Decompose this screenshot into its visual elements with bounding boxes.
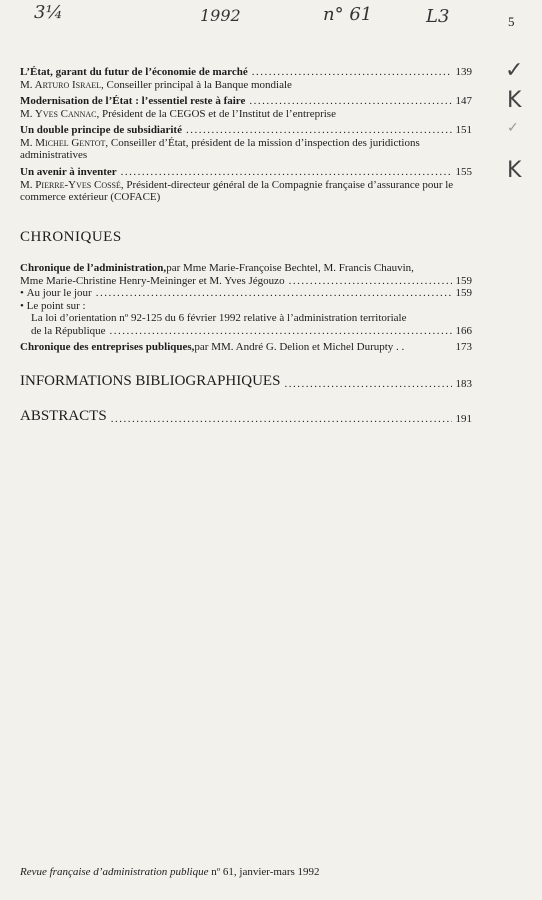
section-page: 183	[455, 378, 472, 390]
handwritten-check: ✓	[505, 58, 524, 83]
bullet-icon: •	[20, 299, 27, 312]
chronique-page: 173	[455, 341, 472, 353]
author-name: M. Arturo Israel	[20, 78, 101, 91]
entry-title: Un double principe de subsidiarité	[20, 124, 182, 136]
bullet-subtext: de la République	[31, 324, 106, 337]
entry-title: L’État, garant du futur de l’économie de marché	[20, 66, 248, 78]
entry-page: 139	[455, 66, 472, 78]
journal-name: Revue française d’administration publique	[20, 866, 209, 878]
handwritten-issue: n° 61	[323, 4, 373, 25]
toc-entry	[20, 66, 472, 91]
chronique-title: Chronique des entreprises publiques,	[20, 341, 195, 353]
dot-leader	[252, 66, 452, 79]
bullet-text: Le point sur :	[26, 299, 86, 312]
entry-title: Modernisation de l’État : l’essentiel reste à faire	[20, 95, 246, 107]
author-name: M. Michel Gentot	[20, 136, 106, 149]
handwritten-check: K	[507, 158, 522, 183]
dot-leader	[284, 378, 451, 390]
section-informations	[20, 373, 472, 390]
page-number: 5	[508, 14, 515, 29]
bullet-page: 166	[455, 324, 472, 337]
section-heading-chroniques: CHRONIQUES	[20, 229, 122, 245]
author-role: , Conseiller d’État, président de la mission d’inspection des juridictions administratives	[20, 136, 420, 161]
entry-page: 147	[455, 95, 472, 107]
author-role: , Conseiller principal à la Banque mondiale	[101, 78, 292, 91]
chronique-administration	[20, 262, 472, 337]
author-role: , Président-directeur général de la Compagnie française d’assurance pour le commerce extérieur (COFACE)	[20, 178, 454, 203]
chronique-authors-line2: Mme Marie-Christine Henry-Meininger et M. Yves Jégouzo	[20, 274, 285, 287]
section-abstracts	[20, 408, 472, 425]
handwritten-mark: 3¼	[34, 2, 63, 23]
dot-leader	[121, 166, 452, 179]
chronique-authors: par MM. André G. Delion et Michel Durupty . .	[194, 341, 405, 353]
entry-page: 155	[455, 166, 472, 178]
dot-leader	[186, 124, 452, 137]
dot-leader	[96, 287, 452, 300]
bullet-page: 159	[455, 287, 472, 299]
dot-leader	[289, 275, 452, 288]
handwritten-code: L3	[426, 6, 450, 27]
dot-leader	[110, 325, 452, 338]
issue-details: nº 61, janvier-mars 1992	[208, 866, 320, 878]
author-role: , Président de la CEGOS et de l’Institut de l’entreprise	[96, 107, 336, 120]
section-label: INFORMATIONS BIBLIOGRAPHIQUES	[20, 373, 281, 389]
chronique-entreprises	[20, 341, 472, 354]
bullet-subtext: La loi d’orientation nº 92-125 du 6 février 1992 relative à l’administration territoriale	[31, 312, 407, 324]
entry-title: Un avenir à inventer	[20, 166, 117, 178]
section-label: ABSTRACTS	[20, 408, 107, 424]
author-name: M. Pierre-Yves Cossé	[20, 178, 121, 191]
toc-entry	[20, 95, 472, 120]
entry-page: 151	[455, 124, 472, 136]
page-footer	[20, 866, 320, 878]
dot-leader	[249, 95, 451, 108]
toc-entry	[20, 124, 472, 162]
bullet-icon: •	[20, 287, 27, 299]
section-page: 191	[455, 413, 472, 425]
handwritten-check: K	[507, 88, 522, 113]
chronique-page: 159	[455, 274, 472, 287]
dot-leader	[111, 413, 452, 425]
toc-entry	[20, 166, 472, 204]
chronique-title: Chronique de l’administration,	[20, 262, 167, 274]
chronique-authors: par Mme Marie-Françoise Bechtel, M. Francis Chauvin,	[166, 262, 414, 274]
handwritten-check: ✓	[507, 120, 519, 136]
handwritten-year: 1992	[200, 6, 241, 25]
bullet-text: Au jour le jour	[26, 287, 92, 299]
author-name: M. Yves Cannac	[20, 107, 97, 120]
